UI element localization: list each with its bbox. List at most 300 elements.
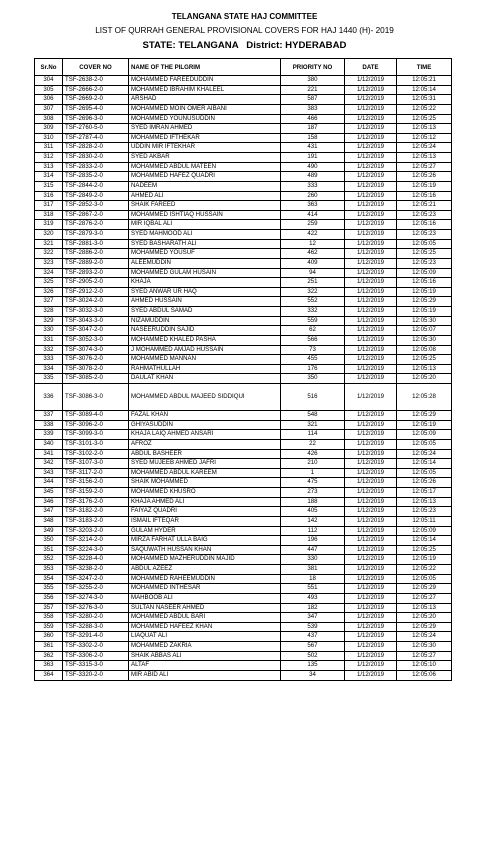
cover-no-cell: TSF-2696-3-0 bbox=[63, 114, 129, 124]
pilgrim-name-cell: MOHAMMED MOIN OMER AIBANI bbox=[129, 104, 281, 114]
date-cell: 1/12/2019 bbox=[345, 478, 397, 488]
cover-no-cell: TSF-3288-3-0 bbox=[63, 622, 129, 632]
sr-no-cell: 346 bbox=[35, 497, 63, 507]
state-district-line: STATE: TELANGANA District: HYDERABAD bbox=[142, 40, 347, 51]
priority-no-cell: 493 bbox=[281, 593, 345, 603]
sr-no-cell: 360 bbox=[35, 632, 63, 642]
priority-no-cell: 176 bbox=[281, 364, 345, 374]
pilgrim-table bbox=[34, 58, 452, 681]
cover-no-cell: TSF-3214-2-0 bbox=[63, 536, 129, 546]
pilgrim-name-cell: MOHAMMED MANNAN bbox=[129, 355, 281, 365]
pilgrim-name-cell: GULAM HYDER bbox=[129, 526, 281, 536]
time-cell: 12:05:23 bbox=[397, 258, 452, 268]
date-cell: 1/12/2019 bbox=[345, 574, 397, 584]
table-row bbox=[35, 239, 452, 249]
priority-no-cell: 62 bbox=[281, 326, 345, 336]
time-cell: 12:05:24 bbox=[397, 632, 452, 642]
cover-no-cell: TSF-3176-2-0 bbox=[63, 497, 129, 507]
time-cell: 12:05:29 bbox=[397, 411, 452, 421]
pilgrim-name-cell: MOHAMMED IFTHEKAR bbox=[129, 133, 281, 143]
time-cell: 12:05:05 bbox=[397, 239, 452, 249]
cover-no-cell: TSF-2669-2-0 bbox=[63, 95, 129, 105]
date-cell: 1/12/2019 bbox=[345, 220, 397, 230]
cover-no-cell: TSF-3276-3-0 bbox=[63, 603, 129, 613]
pilgrim-name-cell: UDDIN MIR IFTEKHAR bbox=[129, 143, 281, 153]
pilgrim-name-cell: SYED ANWAR UR HAQ bbox=[129, 287, 281, 297]
col-header-cover-no: COVER NO bbox=[63, 59, 129, 76]
table-row bbox=[35, 661, 452, 671]
sr-no-cell: 347 bbox=[35, 507, 63, 517]
table-row bbox=[35, 287, 452, 297]
date-cell: 1/12/2019 bbox=[345, 670, 397, 680]
time-cell: 12:05:13 bbox=[397, 603, 452, 613]
time-cell: 12:05:22 bbox=[397, 565, 452, 575]
cover-no-cell: TSF-3076-2-0 bbox=[63, 355, 129, 365]
cover-no-cell: TSF-3107-3-0 bbox=[63, 459, 129, 469]
sr-no-cell: 311 bbox=[35, 143, 63, 153]
time-cell: 12:05:07 bbox=[397, 326, 452, 336]
priority-no-cell: 191 bbox=[281, 153, 345, 163]
priority-no-cell: 94 bbox=[281, 268, 345, 278]
list-subtitle: LIST OF QURRAH GENERAL PROVISIONAL COVERS FOR HAJ 1440 (H)- 2019 bbox=[95, 26, 394, 35]
table-row bbox=[35, 249, 452, 259]
table-row bbox=[35, 95, 452, 105]
cover-no-cell: TSF-3224-3-0 bbox=[63, 545, 129, 555]
pilgrim-name-cell: KHAJA AHMED ALI bbox=[129, 497, 281, 507]
date-cell: 1/12/2019 bbox=[345, 459, 397, 469]
time-cell: 12:05:08 bbox=[397, 345, 452, 355]
date-cell: 1/12/2019 bbox=[345, 642, 397, 652]
table-row bbox=[35, 210, 452, 220]
time-cell: 12:05:19 bbox=[397, 555, 452, 565]
table-row bbox=[35, 584, 452, 594]
date-cell: 1/12/2019 bbox=[345, 268, 397, 278]
priority-no-cell: 251 bbox=[281, 278, 345, 288]
sr-no-cell: 363 bbox=[35, 661, 63, 671]
date-cell: 1/12/2019 bbox=[345, 95, 397, 105]
table-row bbox=[35, 555, 452, 565]
pilgrim-name-cell: ABDUL AZEEZ bbox=[129, 565, 281, 575]
time-cell: 12:05:13 bbox=[397, 364, 452, 374]
time-cell: 12:05:25 bbox=[397, 114, 452, 124]
sr-no-cell: 312 bbox=[35, 153, 63, 163]
sr-no-cell: 308 bbox=[35, 114, 63, 124]
priority-no-cell: 22 bbox=[281, 439, 345, 449]
sr-no-cell: 317 bbox=[35, 201, 63, 211]
date-cell: 1/12/2019 bbox=[345, 364, 397, 374]
table-row bbox=[35, 651, 452, 661]
cover-no-cell: TSF-3052-3-0 bbox=[63, 335, 129, 345]
priority-no-cell: 437 bbox=[281, 632, 345, 642]
table-row bbox=[35, 384, 452, 411]
pilgrim-name-cell: MOHAMMED YOUNUSUDDIN bbox=[129, 114, 281, 124]
cover-no-cell: TSF-2876-2-0 bbox=[63, 220, 129, 230]
table-row bbox=[35, 220, 452, 230]
pilgrim-name-cell: RAHMATHULLAH bbox=[129, 364, 281, 374]
priority-no-cell: 466 bbox=[281, 114, 345, 124]
cover-no-cell: TSF-2695-4-0 bbox=[63, 104, 129, 114]
date-cell: 1/12/2019 bbox=[345, 181, 397, 191]
sr-no-cell: 306 bbox=[35, 95, 63, 105]
priority-no-cell: 73 bbox=[281, 345, 345, 355]
col-header-priority-no: PRIORITY NO bbox=[281, 59, 345, 76]
date-cell: 1/12/2019 bbox=[345, 555, 397, 565]
time-cell: 12:05:06 bbox=[397, 670, 452, 680]
table-row bbox=[35, 430, 452, 440]
cover-no-cell: TSF-2889-2-0 bbox=[63, 258, 129, 268]
pilgrim-name-cell: SAQUWATH HUSSAN KHAN bbox=[129, 545, 281, 555]
sr-no-cell: 343 bbox=[35, 468, 63, 478]
pilgrim-name-cell: KHAJA bbox=[129, 278, 281, 288]
pilgrim-name-cell: ABDUL BASHEER bbox=[129, 449, 281, 459]
sr-no-cell: 342 bbox=[35, 459, 63, 469]
priority-no-cell: 322 bbox=[281, 287, 345, 297]
table-row bbox=[35, 459, 452, 469]
table-row bbox=[35, 545, 452, 555]
priority-no-cell: 332 bbox=[281, 307, 345, 317]
pilgrim-name-cell: NADEEM bbox=[129, 181, 281, 191]
pilgrim-name-cell: SYED AKBAR bbox=[129, 153, 281, 163]
priority-no-cell: 1 bbox=[281, 468, 345, 478]
date-cell: 1/12/2019 bbox=[345, 374, 397, 384]
pilgrim-name-cell: ALTAF bbox=[129, 661, 281, 671]
table-row bbox=[35, 85, 452, 95]
pilgrim-name-cell: AHMED ALI bbox=[129, 191, 281, 201]
time-cell: 12:05:27 bbox=[397, 651, 452, 661]
cover-no-cell: TSF-3101-3-0 bbox=[63, 439, 129, 449]
time-cell: 12:05:27 bbox=[397, 593, 452, 603]
table-row bbox=[35, 172, 452, 182]
time-cell: 12:05:09 bbox=[397, 430, 452, 440]
sr-no-cell: 335 bbox=[35, 374, 63, 384]
pilgrim-name-cell: MOHAMMED GULAM HUSAIN bbox=[129, 268, 281, 278]
table-row bbox=[35, 153, 452, 163]
sr-no-cell: 364 bbox=[35, 670, 63, 680]
pilgrim-name-cell: NASEERUDDIN SAJID bbox=[129, 326, 281, 336]
table-row bbox=[35, 622, 452, 632]
priority-no-cell: 552 bbox=[281, 297, 345, 307]
table-row bbox=[35, 181, 452, 191]
priority-no-cell: 135 bbox=[281, 661, 345, 671]
date-cell: 1/12/2019 bbox=[345, 85, 397, 95]
sr-no-cell: 319 bbox=[35, 220, 63, 230]
date-cell: 1/12/2019 bbox=[345, 661, 397, 671]
pilgrim-name-cell: J MOHAMMED AMJAD HUSSAIN bbox=[129, 345, 281, 355]
table-row bbox=[35, 411, 452, 421]
date-cell: 1/12/2019 bbox=[345, 297, 397, 307]
pilgrim-name-cell: DAULAT KHAN bbox=[129, 374, 281, 384]
date-cell: 1/12/2019 bbox=[345, 143, 397, 153]
cover-no-cell: TSF-2844-2-0 bbox=[63, 181, 129, 191]
priority-no-cell: 114 bbox=[281, 430, 345, 440]
table-row bbox=[35, 632, 452, 642]
date-cell: 1/12/2019 bbox=[345, 133, 397, 143]
sr-no-cell: 362 bbox=[35, 651, 63, 661]
sr-no-cell: 352 bbox=[35, 555, 63, 565]
pilgrim-name-cell: MOHAMMED HAFEEZ KHAN bbox=[129, 622, 281, 632]
table-row bbox=[35, 642, 452, 652]
pilgrim-name-cell: MIR ABID ALI bbox=[129, 670, 281, 680]
time-cell: 12:05:05 bbox=[397, 574, 452, 584]
cover-no-cell: TSF-2666-2-0 bbox=[63, 85, 129, 95]
date-cell: 1/12/2019 bbox=[345, 651, 397, 661]
sr-no-cell: 356 bbox=[35, 593, 63, 603]
pilgrim-name-cell: MOHAMMED RAHEEMUDDIN bbox=[129, 574, 281, 584]
priority-no-cell: 566 bbox=[281, 335, 345, 345]
time-cell: 12:05:22 bbox=[397, 104, 452, 114]
table-row bbox=[35, 162, 452, 172]
table-row bbox=[35, 316, 452, 326]
sr-no-cell: 329 bbox=[35, 316, 63, 326]
date-cell: 1/12/2019 bbox=[345, 536, 397, 546]
priority-no-cell: 548 bbox=[281, 411, 345, 421]
priority-no-cell: 426 bbox=[281, 449, 345, 459]
table-row bbox=[35, 326, 452, 336]
time-cell: 12:05:25 bbox=[397, 545, 452, 555]
cover-no-cell: TSF-3183-2-0 bbox=[63, 516, 129, 526]
table-row bbox=[35, 449, 452, 459]
cover-no-cell: TSF-2849-2-0 bbox=[63, 191, 129, 201]
priority-no-cell: 587 bbox=[281, 95, 345, 105]
date-cell: 1/12/2019 bbox=[345, 307, 397, 317]
sr-no-cell: 315 bbox=[35, 181, 63, 191]
date-cell: 1/12/2019 bbox=[345, 258, 397, 268]
priority-no-cell: 447 bbox=[281, 545, 345, 555]
priority-no-cell: 12 bbox=[281, 239, 345, 249]
time-cell: 12:05:20 bbox=[397, 374, 452, 384]
sr-no-cell: 334 bbox=[35, 364, 63, 374]
document-header bbox=[0, 11, 489, 53]
priority-no-cell: 112 bbox=[281, 526, 345, 536]
cover-no-cell: TSF-2852-3-0 bbox=[63, 201, 129, 211]
priority-no-cell: 551 bbox=[281, 584, 345, 594]
date-cell: 1/12/2019 bbox=[345, 210, 397, 220]
cover-no-cell: TSF-3306-2-0 bbox=[63, 651, 129, 661]
pilgrim-name-cell: SULTAN NASEER AHMED bbox=[129, 603, 281, 613]
pilgrim-name-cell: MAHBOOB ALI bbox=[129, 593, 281, 603]
pilgrim-name-cell: MOHAMMED KHUSRO bbox=[129, 488, 281, 498]
priority-no-cell: 380 bbox=[281, 76, 345, 86]
time-cell: 12:05:17 bbox=[397, 488, 452, 498]
priority-no-cell: 273 bbox=[281, 488, 345, 498]
date-cell: 1/12/2019 bbox=[345, 316, 397, 326]
pilgrim-name-cell: MOHAMMED IBRAHIM KHALEEL bbox=[129, 85, 281, 95]
sr-no-cell: 325 bbox=[35, 278, 63, 288]
time-cell: 12:05:23 bbox=[397, 210, 452, 220]
time-cell: 12:05:24 bbox=[397, 449, 452, 459]
pilgrim-name-cell: MOHAMMED ZAKRIA bbox=[129, 642, 281, 652]
pilgrim-name-cell: SYED MAHMOOD ALI bbox=[129, 230, 281, 240]
time-cell: 12:05:10 bbox=[397, 661, 452, 671]
cover-no-cell: TSF-3043-3-0 bbox=[63, 316, 129, 326]
sr-no-cell: 338 bbox=[35, 420, 63, 430]
pilgrim-name-cell: MOHAMMED HAFEZ QUADRI bbox=[129, 172, 281, 182]
date-cell: 1/12/2019 bbox=[345, 124, 397, 134]
sr-no-cell: 310 bbox=[35, 133, 63, 143]
col-header-date: DATE bbox=[345, 59, 397, 76]
sr-no-cell: 357 bbox=[35, 603, 63, 613]
priority-no-cell: 489 bbox=[281, 172, 345, 182]
pilgrim-name-cell: KHAJA LAIQ AHMED ANSARI bbox=[129, 430, 281, 440]
cover-no-cell: TSF-3099-3-0 bbox=[63, 430, 129, 440]
table-row bbox=[35, 488, 452, 498]
pilgrim-name-cell: MOHAMMED ABDUL MAJEED SIDDIQUI bbox=[129, 384, 281, 411]
date-cell: 1/12/2019 bbox=[345, 439, 397, 449]
sr-no-cell: 344 bbox=[35, 478, 63, 488]
sr-no-cell: 355 bbox=[35, 584, 63, 594]
date-cell: 1/12/2019 bbox=[345, 593, 397, 603]
col-header-srno: Sr.No bbox=[35, 59, 63, 76]
cover-no-cell: TSF-3274-3-0 bbox=[63, 593, 129, 603]
table-row bbox=[35, 507, 452, 517]
cover-no-cell: TSF-3302-2-0 bbox=[63, 642, 129, 652]
time-cell: 12:05:05 bbox=[397, 468, 452, 478]
cover-no-cell: TSF-3182-2-0 bbox=[63, 507, 129, 517]
sr-no-cell: 332 bbox=[35, 345, 63, 355]
pilgrim-name-cell: ARSHAD bbox=[129, 95, 281, 105]
cover-no-cell: TSF-3085-2-0 bbox=[63, 374, 129, 384]
sr-no-cell: 345 bbox=[35, 488, 63, 498]
pilgrim-name-cell: SYED MUJEEB AHMED JAFRI bbox=[129, 459, 281, 469]
pilgrim-name-cell: ALEEMUDDIN bbox=[129, 258, 281, 268]
table-row bbox=[35, 439, 452, 449]
priority-no-cell: 260 bbox=[281, 191, 345, 201]
priority-no-cell: 502 bbox=[281, 651, 345, 661]
sr-no-cell: 337 bbox=[35, 411, 63, 421]
date-cell: 1/12/2019 bbox=[345, 76, 397, 86]
cover-no-cell: TSF-2830-2-0 bbox=[63, 153, 129, 163]
cover-no-cell: TSF-2905-2-0 bbox=[63, 278, 129, 288]
time-cell: 12:05:30 bbox=[397, 316, 452, 326]
table-row bbox=[35, 133, 452, 143]
date-cell: 1/12/2019 bbox=[345, 191, 397, 201]
table-row bbox=[35, 201, 452, 211]
cover-no-cell: TSF-3203-2-0 bbox=[63, 526, 129, 536]
sr-no-cell: 349 bbox=[35, 526, 63, 536]
pilgrim-name-cell: GHIYASUDDIN bbox=[129, 420, 281, 430]
priority-no-cell: 567 bbox=[281, 642, 345, 652]
sr-no-cell: 330 bbox=[35, 326, 63, 336]
pilgrim-name-cell: MOHAMMED ABDUL KAREEM bbox=[129, 468, 281, 478]
sr-no-cell: 309 bbox=[35, 124, 63, 134]
cover-no-cell: TSF-2787-4-0 bbox=[63, 133, 129, 143]
time-cell: 12:05:09 bbox=[397, 268, 452, 278]
priority-no-cell: 18 bbox=[281, 574, 345, 584]
table-row bbox=[35, 297, 452, 307]
pilgrim-name-cell: MOHAMMED ISHTIAQ HUSSAIN bbox=[129, 210, 281, 220]
table-row bbox=[35, 468, 452, 478]
sr-no-cell: 353 bbox=[35, 565, 63, 575]
priority-no-cell: 187 bbox=[281, 124, 345, 134]
priority-no-cell: 516 bbox=[281, 384, 345, 411]
date-cell: 1/12/2019 bbox=[345, 449, 397, 459]
time-cell: 12:05:05 bbox=[397, 439, 452, 449]
time-cell: 12:05:19 bbox=[397, 287, 452, 297]
table-row bbox=[35, 345, 452, 355]
time-cell: 12:05:30 bbox=[397, 642, 452, 652]
priority-no-cell: 475 bbox=[281, 478, 345, 488]
sr-no-cell: 307 bbox=[35, 104, 63, 114]
time-cell: 12:05:19 bbox=[397, 307, 452, 317]
time-cell: 12:05:11 bbox=[397, 516, 452, 526]
date-cell: 1/12/2019 bbox=[345, 345, 397, 355]
cover-no-cell: TSF-2760-5-0 bbox=[63, 124, 129, 134]
cover-no-cell: TSF-3238-2-0 bbox=[63, 565, 129, 575]
pilgrim-name-cell: MOHAMMED KHALED PASHA bbox=[129, 335, 281, 345]
date-cell: 1/12/2019 bbox=[345, 603, 397, 613]
cover-no-cell: TSF-2833-2-0 bbox=[63, 162, 129, 172]
pilgrim-name-cell: MOHAMMED MAZHERUDDIN MAJID bbox=[129, 555, 281, 565]
sr-no-cell: 323 bbox=[35, 258, 63, 268]
sr-no-cell: 328 bbox=[35, 307, 63, 317]
time-cell: 12:05:29 bbox=[397, 297, 452, 307]
time-cell: 12:05:23 bbox=[397, 230, 452, 240]
time-cell: 12:05:28 bbox=[397, 384, 452, 411]
date-cell: 1/12/2019 bbox=[345, 230, 397, 240]
priority-no-cell: 405 bbox=[281, 507, 345, 517]
sr-no-cell: 318 bbox=[35, 210, 63, 220]
date-cell: 1/12/2019 bbox=[345, 104, 397, 114]
cover-no-cell: TSF-2638-2-0 bbox=[63, 76, 129, 86]
date-cell: 1/12/2019 bbox=[345, 287, 397, 297]
table-row bbox=[35, 230, 452, 240]
date-cell: 1/12/2019 bbox=[345, 622, 397, 632]
cover-no-cell: TSF-3117-2-0 bbox=[63, 468, 129, 478]
pilgrim-name-cell: LIAQUAT ALI bbox=[129, 632, 281, 642]
priority-no-cell: 188 bbox=[281, 497, 345, 507]
pilgrim-name-cell: SYED ABDUL SAMAD bbox=[129, 307, 281, 317]
sr-no-cell: 327 bbox=[35, 297, 63, 307]
pilgrim-name-cell: SHAIK ABBAS ALI bbox=[129, 651, 281, 661]
time-cell: 12:05:16 bbox=[397, 220, 452, 230]
priority-no-cell: 363 bbox=[281, 201, 345, 211]
priority-no-cell: 462 bbox=[281, 249, 345, 259]
date-cell: 1/12/2019 bbox=[345, 239, 397, 249]
priority-no-cell: 34 bbox=[281, 670, 345, 680]
date-cell: 1/12/2019 bbox=[345, 172, 397, 182]
cover-no-cell: TSF-3315-3-0 bbox=[63, 661, 129, 671]
date-cell: 1/12/2019 bbox=[345, 114, 397, 124]
committee-title: TELANGANA STATE HAJ COMMITTEE bbox=[171, 12, 318, 21]
cover-no-cell: TSF-3280-2-0 bbox=[63, 613, 129, 623]
time-cell: 12:05:16 bbox=[397, 191, 452, 201]
priority-no-cell: 539 bbox=[281, 622, 345, 632]
table-row bbox=[35, 114, 452, 124]
priority-no-cell: 383 bbox=[281, 104, 345, 114]
cover-no-cell: TSF-3247-2-0 bbox=[63, 574, 129, 584]
date-cell: 1/12/2019 bbox=[345, 497, 397, 507]
time-cell: 12:05:09 bbox=[397, 526, 452, 536]
table-row bbox=[35, 536, 452, 546]
priority-no-cell: 142 bbox=[281, 516, 345, 526]
priority-no-cell: 431 bbox=[281, 143, 345, 153]
table-row bbox=[35, 258, 452, 268]
cover-no-cell: TSF-3255-2-0 bbox=[63, 584, 129, 594]
table-row bbox=[35, 124, 452, 134]
time-cell: 12:05:12 bbox=[397, 133, 452, 143]
date-cell: 1/12/2019 bbox=[345, 201, 397, 211]
table-row bbox=[35, 497, 452, 507]
priority-no-cell: 330 bbox=[281, 555, 345, 565]
date-cell: 1/12/2019 bbox=[345, 613, 397, 623]
time-cell: 12:05:13 bbox=[397, 497, 452, 507]
cover-no-cell: TSF-2867-2-0 bbox=[63, 210, 129, 220]
cover-no-cell: TSF-2912-2-0 bbox=[63, 287, 129, 297]
cover-no-cell: TSF-2886-2-0 bbox=[63, 249, 129, 259]
cover-no-cell: TSF-2879-3-0 bbox=[63, 230, 129, 240]
table-row bbox=[35, 335, 452, 345]
table-row bbox=[35, 278, 452, 288]
